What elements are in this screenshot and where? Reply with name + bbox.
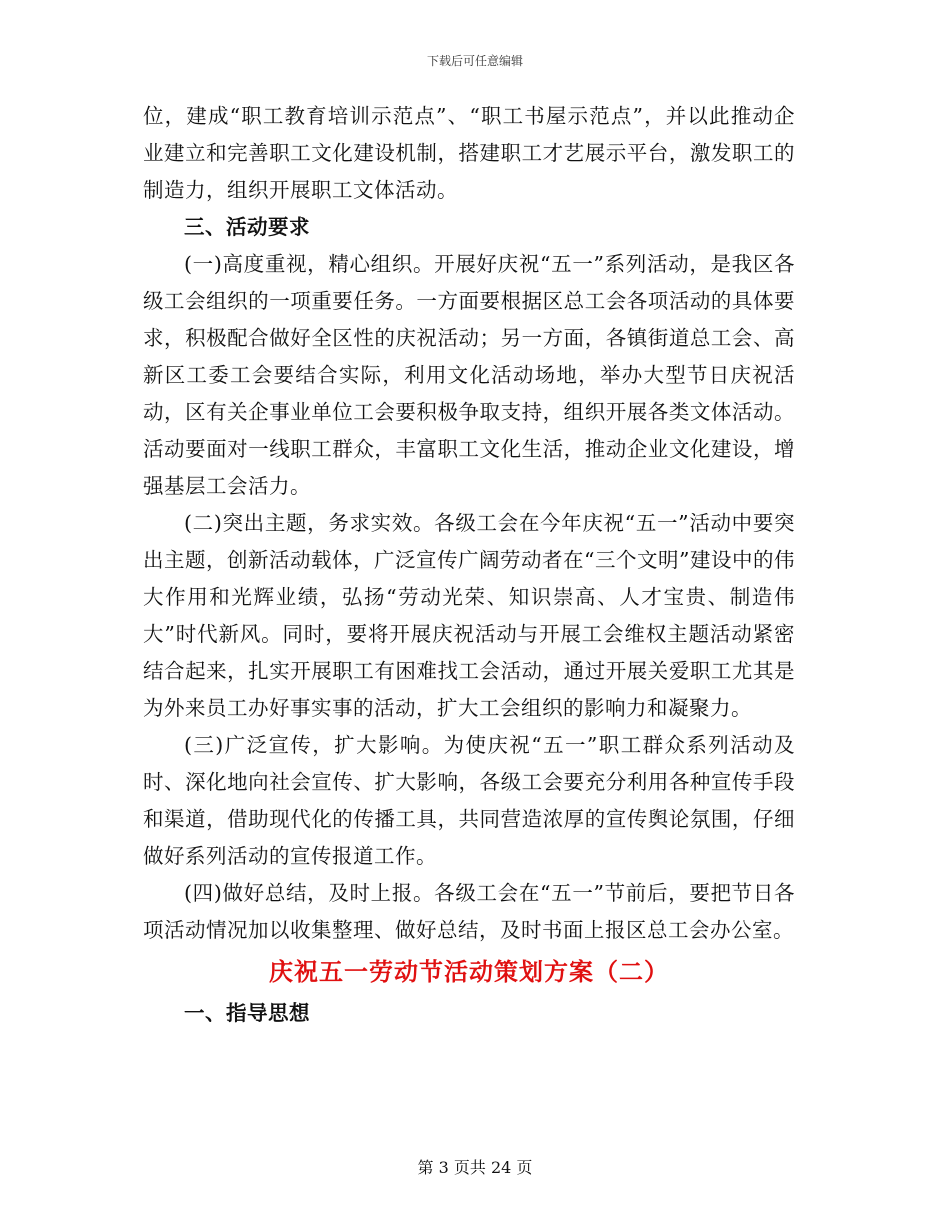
paragraph-4: (三)广泛宣传，扩大影响。为使庆祝“五一”职工群众系列活动及时、深化地向社会宣传、扩大影响，各级工会要充分利用各种宣传手段和渠道，借助现代化的传播工具，共同营造浓厚的宣传舆论氛围，仔细做好系列活动的宣传报道工作。 xyxy=(143,733,795,868)
document-title: 庆祝五一劳动节活动策划方案（二） xyxy=(269,957,669,986)
paragraph-2: (一)高度重视，精心组织。开展好庆祝“五一”系列活动，是我区各级工会组织的一项重要任务。一方面要根据区总工会各项活动的具体要求，积极配合做好全区性的庆祝活动；另一方面，各镇街道总工会、高新区工委工会要结合实际，利用文化活动场地，举办大型节日庆祝活动，区有关企事业单位工会要积极争取支持，组织开展各类文体活动。活动要面对一线职工群众，丰富职工文化生活，推动企业文化建设，增强基层工会活力。 xyxy=(143,252,795,498)
document-body xyxy=(143,98,795,1032)
section-heading-1: 一、指导思想 xyxy=(184,1001,310,1025)
paragraph-5: (四)做好总结，及时上报。各级工会在“五一”节前后，要把节日各项活动情况加以收集整理、做好总结，及时书面上报区总工会办公室。 xyxy=(143,881,795,942)
page-number: 第 3 页共 24 页 xyxy=(417,1158,533,1177)
page-header: 下载后可任意编辑 xyxy=(426,54,523,68)
paragraph-3: (二)突出主题，务求实效。各级工会在今年庆祝“五一”活动中要突出主题，创新活动载体，广泛宣传广阔劳动者在“三个文明”建设中的伟大作用和光辉业绩，弘扬“劳动光荣、知识崇高、人才宝贵、制造伟大”时代新风。同时，要将开展庆祝活动与开展工会维权主题活动紧密结合起来，扎实开展职工有困难找工会活动，通过开展关爱职工尤其是为外来员工办好事实事的活动，扩大工会组织的影响力和凝聚力。 xyxy=(143,511,795,720)
paragraph-1: 位，建成“职工教育培训示范点”、“职工书屋示范点”，并以此推动企业建立和完善职工文化建设机制，搭建职工才艺展示平台，激发职工的制造力，组织开展职工文体活动。 xyxy=(143,104,795,202)
section-heading-3: 三、活动要求 xyxy=(184,215,310,239)
